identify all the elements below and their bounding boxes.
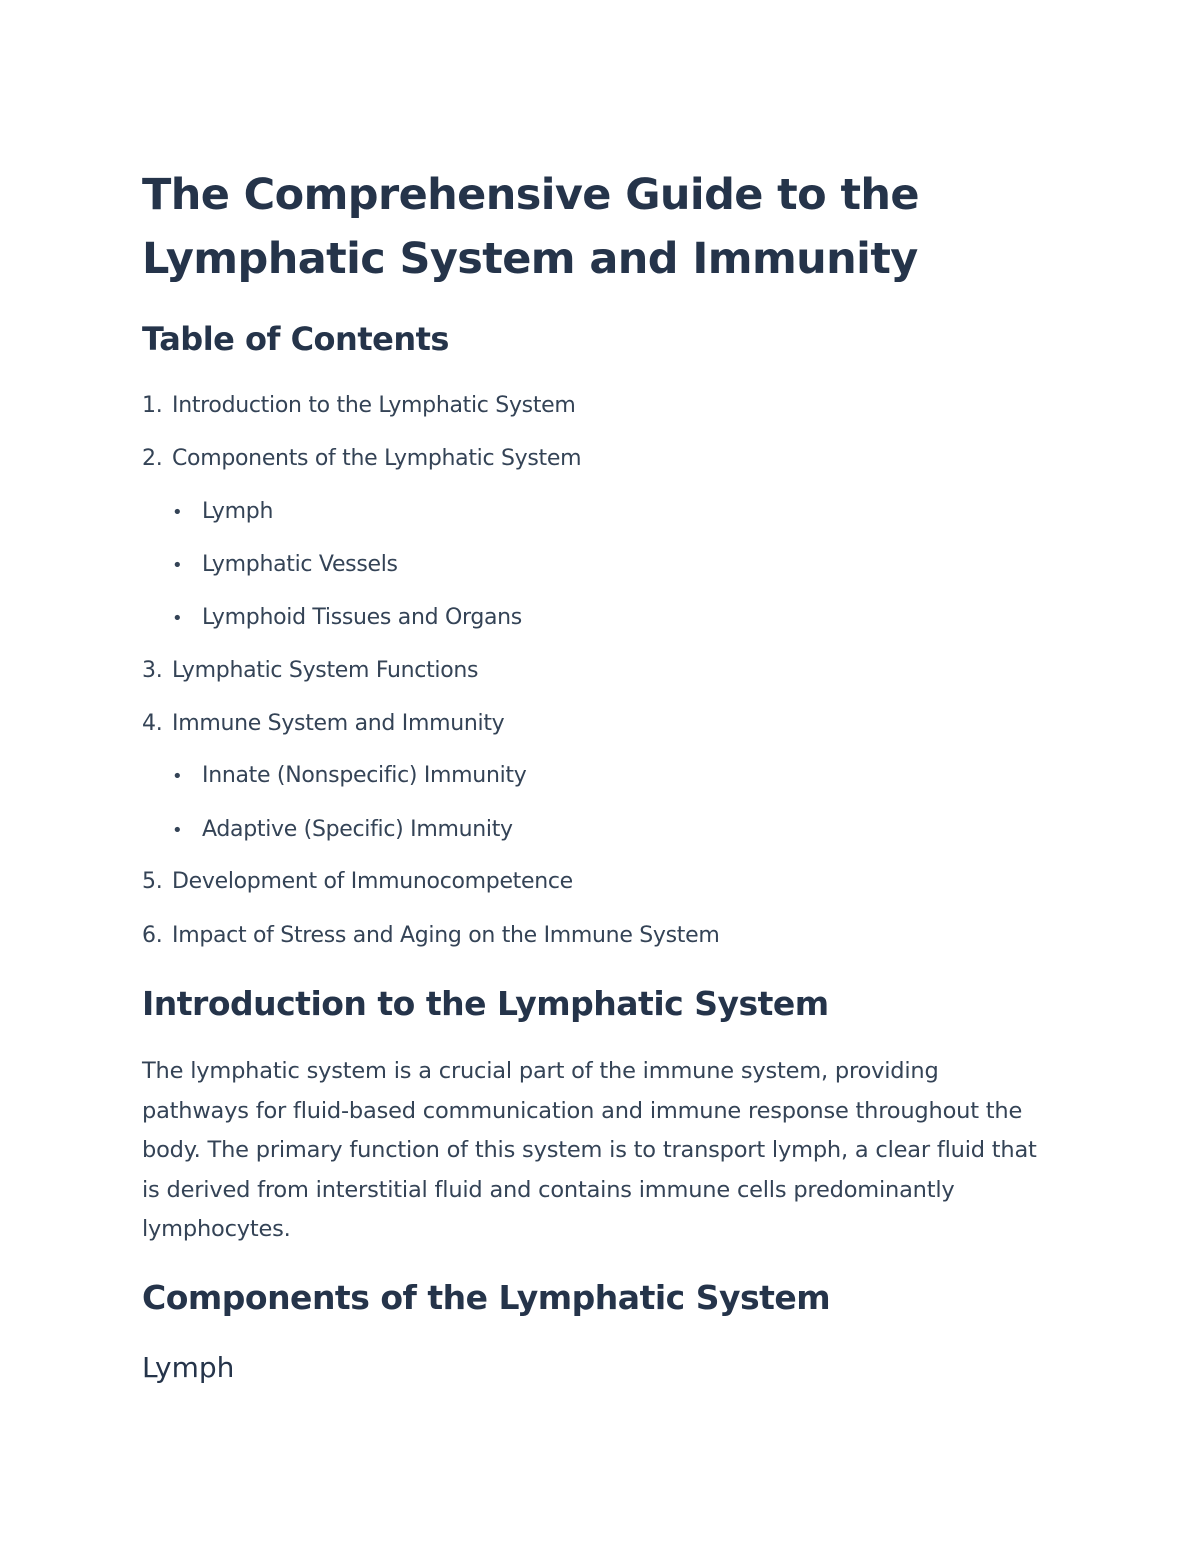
toc-item-label: Immune System and Immunity: [172, 711, 505, 736]
toc-item-number: 6.: [142, 923, 163, 948]
bullet-icon: •: [172, 502, 183, 523]
toc-item-label: Development of Immunocompetence: [172, 869, 573, 894]
toc-item-label: Components of the Lymphatic System: [172, 446, 582, 471]
toc-item[interactable]: [142, 444, 581, 474]
subsection-heading-lymph: Lymph: [142, 1351, 235, 1384]
toc-subitem-label: Adaptive (Specific) Immunity: [202, 817, 513, 842]
toc-item-label: Introduction to the Lymphatic System: [172, 393, 576, 418]
toc-item-number: 4.: [142, 711, 163, 736]
bullet-icon: •: [172, 766, 183, 787]
toc-item-number: 1.: [142, 393, 163, 418]
toc-item[interactable]: [142, 921, 720, 951]
toc-item[interactable]: [142, 391, 576, 421]
toc-item[interactable]: [142, 709, 504, 739]
bullet-icon: •: [172, 820, 183, 841]
toc-subitem-label: Lymphatic Vessels: [202, 552, 398, 577]
bullet-icon: •: [172, 608, 183, 629]
toc-item-label: Impact of Stress and Aging on the Immune System: [172, 923, 720, 948]
toc-item[interactable]: [142, 867, 573, 897]
toc-heading: Table of Contents: [142, 320, 449, 358]
toc-item-number: 5.: [142, 869, 163, 894]
toc-subitem[interactable]: [170, 815, 513, 845]
toc-subitem[interactable]: [170, 497, 273, 527]
section-heading-introduction: Introduction to the Lymphatic System: [142, 984, 829, 1023]
toc-subitem-label: Lymphoid Tissues and Organs: [202, 605, 522, 630]
toc-item-label: Lymphatic System Functions: [172, 658, 479, 683]
toc-item[interactable]: [142, 656, 478, 686]
toc-subitem[interactable]: [170, 603, 522, 633]
intro-paragraph: The lymphatic system is a crucial part of the immune system, providing pathways for fluid-based communication and immune response throughout the body. The primary function of this system is to transport lymph, a clear fluid that is derived from interstitial fluid and contains immune cells predominantly lymphocytes.: [142, 1058, 1037, 1242]
document-title: The Comprehensive Guide to the Lymphatic System and Immunity: [142, 170, 919, 284]
toc-subitem[interactable]: [170, 761, 526, 791]
toc-item-number: 3.: [142, 658, 163, 683]
toc-subitem-label: Innate (Nonspecific) Immunity: [202, 763, 527, 788]
toc-subitem-label: Lymph: [202, 499, 274, 524]
toc-subitem[interactable]: [170, 550, 398, 580]
bullet-icon: •: [172, 555, 183, 576]
section-heading-components: Components of the Lymphatic System: [142, 1278, 831, 1317]
toc-item-number: 2.: [142, 446, 163, 471]
